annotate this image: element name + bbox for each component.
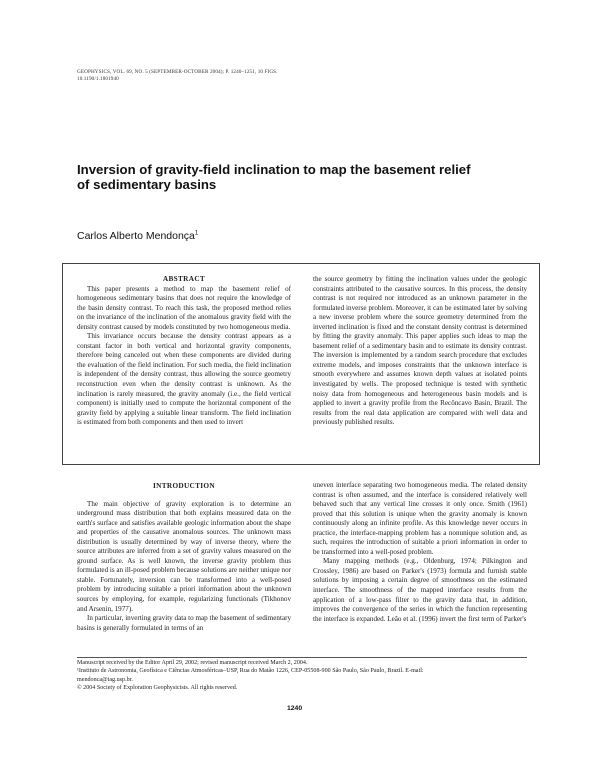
abstract-left-column — [77, 274, 291, 428]
author-line — [77, 230, 198, 242]
abstract-heading: ABSTRACT — [162, 274, 206, 283]
journal-citation: GEOPHYSICS, VOL. 69, NO. 5 (SEPTEMBER-OCTOBER 2004); P. 1240–1251, 10 FIGS. — [77, 69, 278, 75]
manuscript-received-note: Manuscript received by the Editor April 29, 2002; revised manuscript received March 2, 2004. — [77, 660, 308, 666]
abstract-continuation: the source geometry by fitting the inclination values under the geologic constraints attributed to the causative sources. In this process, the density contrast is not required nor introduced as an unknown parameter in the formulated inverse problem. Moreover, it can be estimated later by solving a new inverse problem where the source geometry determined from the inverted inclination is fixed and the constant density contrast is determined by fitting the gravity anomaly. This paper applies such ideas to map the basement relief of a sedimentary basin and to estimate its density contrast. The inversion is implemented by a random search procedure that excludes extreme models, and imposes constraints that the unknown interface is smooth everywhere and assumes known depth values at isolated points investigated by wells. The proposed technique is tested with synthetic noisy data from homogeneous and heterogeneous basin models and is applied to invert a gravity profile from the Recôncavo Basin, Brazil. The results from the real data application are compared with well data and previously published results. — [313, 275, 527, 427]
body-left-column — [77, 481, 291, 633]
abstract-paragraph-2: This invariance occurs because the density contrast appears as a constant factor in both vertical and horizontal gravity components, therefore being canceled out when these components are divided during the evaluation of the field inclination. For such media, the field inclination is independent of the density contrast, thus allowing the source geometry reconstruction even when the density contrast is unknown. As the inclination is rarely measured, the gravity anomaly (i.e., the field vertical component) is initially used to compute the horizontal component of the gravity field by applying a suitable linear transform. The field inclination is estimated from both components and then used to invert — [77, 332, 291, 427]
abstract-right-column — [313, 275, 527, 428]
body-right-column — [313, 481, 527, 624]
copyright-note: © 2004 Society of Exploration Geophysicists. All rights reserved. — [77, 684, 238, 691]
abstract-paragraph-1: This paper presents a method to map the basement relief of homogeneous sedimentary basins that does not require the knowledge of the basin density contrast. To reach this task, the proposed method relies on the invariance of the inclination of the anomalous gravity field with the density contrast caused by models constituted by two homogeneous media. — [77, 284, 291, 331]
intro-paragraph-2: In particular, inverting gravity data to map the basement of sedimentary basins is generally formulated in terms of an — [77, 614, 291, 632]
introduction-heading: INTRODUCTION — [153, 481, 215, 490]
affiliation-mark: 1 — [194, 230, 199, 237]
page-number: 1240 — [287, 705, 303, 712]
paper-title: Inversion of gravity-field inclination to map the basement relief of sedimentary basins — [77, 162, 471, 192]
doi: 10.1190/1.1801940 — [77, 76, 119, 82]
footnote-divider — [77, 657, 527, 658]
intro-paragraph-3: uneven interface separating two homogeneous media. The related density contrast is often assumed, and the interface is considered relatively well behaved such that any vertical line crosses it only once. Smith (1961) proved that this solution is unique when the gravity anomaly is known continuously along an infinite profile. As this knowledge never occurs in practice, the interface-mapping problem has a nonunique solution and, as such, requires the introduction of suitable a priori information in order to be transformed into a well-posed problem. — [313, 481, 527, 556]
intro-paragraph-4: Many mapping methods (e.g., Oldenburg, 1974; Pilkington and Crossley, 1986) are based on Parker's (1973) formula and furnish stable solutions by imposing a certain degree of smoothness on the estimated interface. The smoothness of the mapped interface results from the application of a low-pass filter to the gravity data that, in addition, improves the convergence of the series in which the function representing the interface is expanded. Leão et al. (1996) invert the first term of Parker's — [313, 557, 527, 623]
author-name: Carlos Alberto Mendonça — [77, 230, 195, 242]
footnotes — [77, 659, 527, 692]
author-email: mendonca@iag.usp.br. — [77, 676, 133, 683]
journal-header — [77, 69, 278, 83]
intro-paragraph-1: The main objective of gravity exploration is to determine an underground mass distribution that both explains measured data on the earth's surface and satisfies available geologic information about the shape and properties of the causative anomalous sources. The unknown mass distribution is usually determined by way of inverse theory, where the source attributes are inferred from a set of gravity values measured on the ground surface. As is well known, the inverse gravity problem thus formulated is an ill-posed problem because solutions are neither unique nor stable. Fortunately, inversion can be transformed into a well-posed problem by introducing suitable a priori information about the unknown sources by employing, for example, regularizing functionals (Tikhonov and Arsenin, 1977). — [77, 499, 291, 613]
affiliation-note: ¹Instituto de Astronomia, Geofísica e Ciências Atmosféricas–USP, Rua do Matão 1226, CEP-05508-900 São Paulo, São Paulo, Brazil. E-mail: — [77, 668, 424, 675]
